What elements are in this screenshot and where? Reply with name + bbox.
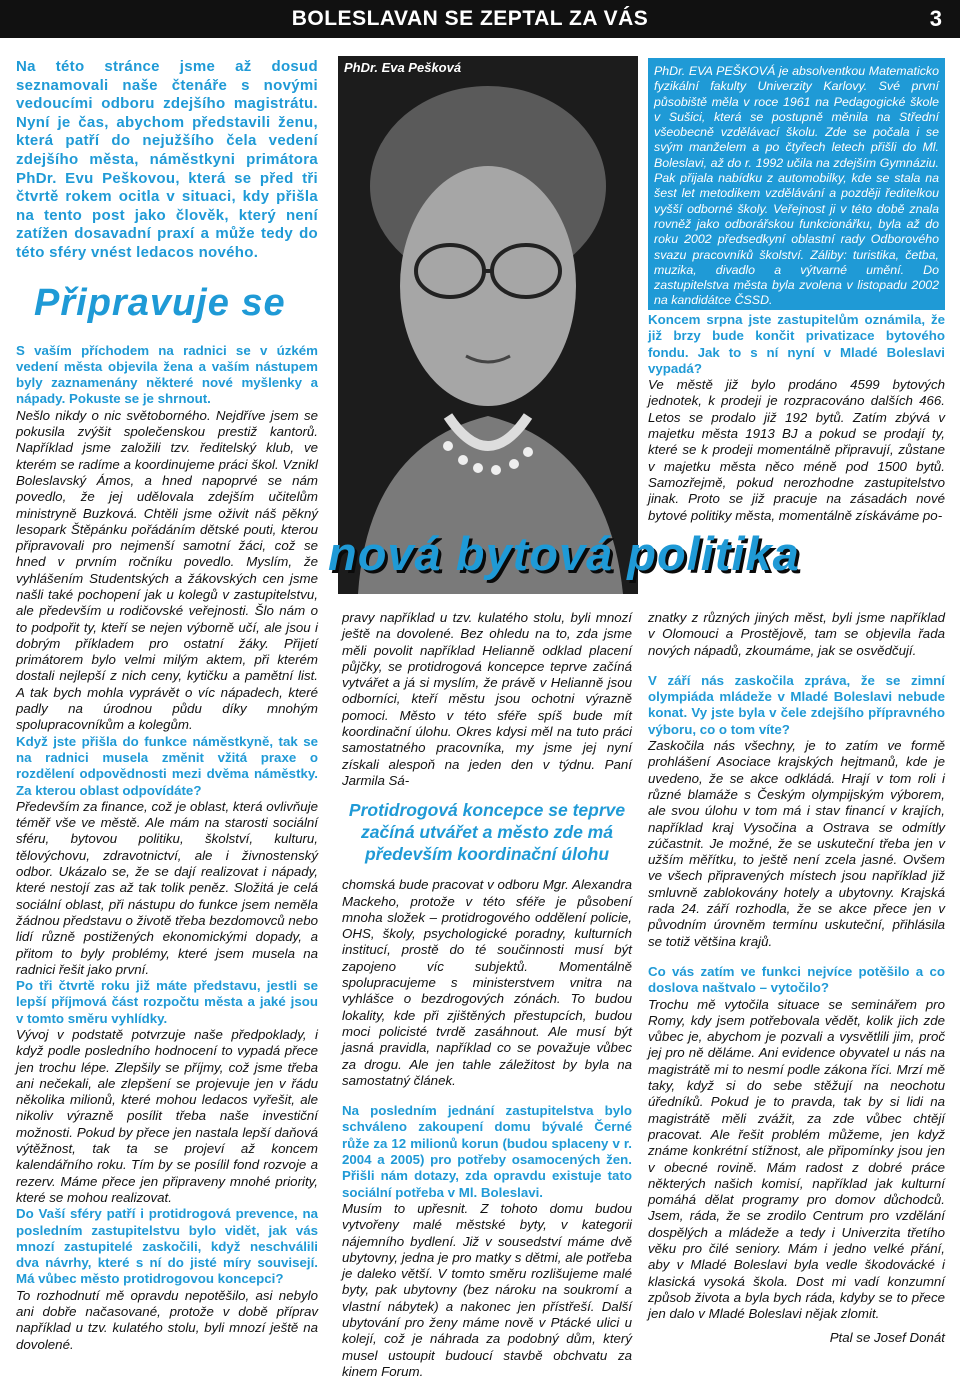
answer-1: Nešlo nikdy o nic světoborného. Nejdříve jsem se pokusila zvýšit společenskou prestiž kantorů. Například jsme založili tzv. ředitelský klub, ve kterém se radíme a koordinujeme práci škol. Vznikl Boleslavský Ámos, a hned napoprvé se nám povedlo, že jej udělovala zdejším učitelům ministryně Buzková. Chtěli jsme oživit náš pěkný lesopark Štěpánku pořádáním dětské pouti, kterou připravovali pro nejmenší samotní žáci, což se hned v prvním ročníku povedlo. Myslím, že vyhlášením Studentských a žákovských cen jsme našli také pochopení jak u kolegů v zastupitelstvu, ale především u rodičovské veřejnosti. Šlo nám o to podpořit ty, kteří se nejen výborně učí, ale jsou i dobrým příkladem pro ostatní žáky. Přijetí primátorem bylo velmi milým aktem, při kterém dostali nejlepší z nich ceny, kytičku a pamětní list. A tak bych mohla vyprávět o víc nápadech, které padly na úrodnou půdu díky mnohým spolupracovníkům a kolegům.	[16, 407, 318, 733]
answer-2: Především za finance, což je oblast, která ovlivňuje téměř vše ve městě. Ale mám na starosti sociální sféru, bytovou politiku, školství, kulturu, tělovýchovu, zdravotnictví, ale i živnostenský odbor. Ukázalo se, že se dají realizovat i nápady, které nestojí zas až tak tolik peněz. Složitá je celá sociální oblast, při nástupu do funkce jsem neměla žádnou představu o životě třeba bezdomovců nebo lidí různě postižených ekonomickými dopady, a přitom to byly problémy, které jsem musela na radnici řešit jako první.	[16, 798, 318, 977]
question-4: Do Vaší sféry patří i protidrogová prevence, na posledním zastupitelstvu bylo vidět, jak vás mnozí zastupitelé zaskočili, když neschválili dva návrhy, které s ní do jisté míry souvisejí. Má vůbec město protidrogovou koncepci?	[16, 1206, 318, 1287]
answer-pleased: Trochu mě vytočila situace se seminářem pro Romy, kdy jsem potřebovala vědět, kolik jich zde vůbec je, abychom je pozvali a vysvětlili jim, proč jej pro ně děláme. Ani evidence obyvatel u nás na magistrátě mi to nesmí podle zákona říci. Mrzí mě taky, když si do sebe stěžují na neochotu úředníků. Pokud je to pravda, tak by si lidi na magistrátě měli zvážit, za zde vůbec chtějí pracovat. Ale řešit problém můžeme, jen když známe konkrétní stížnost, ale připomínky jsou jen v obecné rovině. Mám radost z dobré práce některých našich komisí, například jak kulturní pomáhá dělat programy pro domov důchodců. Jsem, ráda, že se zrodilo Centrum pro vzdělání dospělých a mládeže a tedy i Univerzita třetího věku pro čilé seniory. Mám i jedno velké přání, aby v Mladé Boleslavi byla vedle škodovácké i klasická vysoká škola. Dost mi vadí konzumní způsob života a byla bych ráda, kdyby se to přece jen dalo v Mladé Boleslavi nějak zlomit.	[648, 996, 945, 1322]
answer-privatization: Ve městě již bylo prodáno 4599 bytových jednotek, k prodeji je rozpracováno dalších 466. Letos se prodalo již 192 bytů. Zatím zbývá v majetku města 1913 BJ a pokud se prodají ty, které se k prodeji momentálně připravují, zůstane v majetku města něco méně pod 1500 bytů. Samozřejmě, pokud nerozhodne zastupitelstvo jinak. Proto se již pracuje na zásadách nové bytové politiky města, momentálně získáváme po-	[648, 377, 945, 523]
photo-caption: PhDr. Eva Pešková	[344, 60, 462, 75]
bio-text: PhDr. EVA PEŠKOVÁ je absolventkou Matematicko fyzikální fakulty Univerzity Karlovy. Své první působiště měla v roce 1961 na Pedagogické škole v Sušici, která se postupně měnila na Střední všeobecně vzdělávací školu. Zde se počala i se svým manželem a po čtyřech letech přišli do Ml. Boleslavi, až do r. 1992 učila na zdejším Gymnáziu. Pak přijala nabídku z automobilky, kde se stala na šest let metodikem vzdělávání a později ředitelkou vyšší odborné školy. Veřejnost ji v této době znala rovněž jako odborářskou funkcionářku, byla až do roku 2002 předsedkyní oblastní rady Odborového svazu pracovníků školství. Záliby: turistika, četba, muzika, divadlo a výtvarné umění. Do zastupitelstva města byla zvolena v listopadu 2002 na kandidátce ČSSD.	[654, 64, 939, 308]
column-right	[648, 610, 945, 1347]
question-1: S vaším příchodem na radnici se v úzkém vedení města objevila žena a vaším nástupem byly zaznamenány některé nové myšlenky a nápady. Pokuste se je shrnout.	[16, 342, 318, 407]
intro-paragraph: Na této stránce jsme až dosud seznamovali naše čtenáře s novými vedoucími odboru zdejšího magistrátu. Nyní je čas, abychom představili ženu, která patří do nejužšího čela vedení zdejšího města, náměstkyni primátora PhDr. Evu Peškovou, která se před tři čtvrtě rokem ocitla v situaci, kdy přišla na tento post jako člověk, který není zatížen dosavadní praxí a může tedy do této sféry vnést ledacos nového.	[16, 58, 318, 261]
signature: Ptal se Josef Donát	[829, 1330, 945, 1346]
header-title: BOLESLAVAN SE ZEPTAL ZA VÁS	[291, 7, 649, 30]
page-header	[0, 0, 960, 38]
portrait-photo	[338, 56, 638, 594]
question-olympics: V září nás zaskočila zpráva, že se zimní olympiáda mládeže v Mladé Boleslavi nebude konat. Vy jste byla v čele zdejšího přípravného výboru, co o tom víte?	[648, 672, 945, 737]
middle-paragraph-1: pravy například u tzv. kulatého stolu, byli mnozí ještě na dovolené. Bez ohledu na to, zda jsme měli povolit například Helianně odklad placení půjčky, se protidrogová koncepce teprve začíná vytvářet a já si myslím, že právě v Helianně jsou odborníci, kteří městu jsou ochotni výrazně pomoci. Město v této sféře spíš bude mít koordinační úlohu. Okres kdysi měl na tuto práci samostatného pracovníka, my jsme jej nyní získali alespoň na jeden den v týdnu. Paní Jarmila Sá-	[342, 610, 632, 788]
answer-4: To rozhodnutí mě opravdu nepotěšilo, asi nebylo ani dobře načasované, protože v době příprav například u tzv. kulatého stolu, byli mnozí ještě na dovolené.	[16, 1287, 318, 1352]
answer-3: Vývoj v podstatě potvrzuje naše předpoklady, i když podle posledního hodnocení to vypadá přece jen trochu lépe. Zlepšily se příjmy, což jsme třeba ani nečekali, ale zlepšení se projevuje jen v řádu několika milionů, které mohou ledacos vyřešit, ale nikoliv výrazně posílit třeba naše investiční možnosti. Pokud by přece jen nastala lepší daňová výtěžnost, tak ta se projeví až koncem kalendářního roku. Tím by se posílil fond rozvoje a rezerv. Máme přece jen připraveny mnohé priority, které se mohou realizovat.	[16, 1027, 318, 1205]
answer-olympics: Zaskočila nás všechny, je to zatím ve formě prohlášení Asociace krajských hejtmanů, kde je uvedeno, že se akce odkládá. Hrají v tom roli i různé blamáže s Českým olympijským výborem, ale svou úlohu v tom má i stav financí v krajích, například kraj Vysočina a Ostrava se odmítly zúčastnit. Je možné, že se uskuteční třeba jen v užším měřítku, to ještě není zcela jasné. Ovšem ve všech připravených místech jsou například již smluvně zablokovány hotely a ubytovny. Krajská rada 24. září rozhodla, že se akce přece jen v původním úrovněm termínu uskuteční, přihlásila se totiž většina krajů.	[648, 738, 945, 949]
middle-paragraph-2: chomská bude pracovat v odboru Mgr. Alexandra Mackeho, protože v této sféře je působení mnoha složek – protidrogového oddělení policie, OHS, školy, psychologické poradny, kulturních institucí, prostě do té součinnosti musí být zapojeno víc subjektů. Momentálně spolupracujeme s ministerstvem vnitra na vyhlášce o bezdrogových zónách. To budou lokality, kde při zjištěných přestupcích, budou moci policisté tvrdě zasáhnout. Ale musí být jasná pravidla, například co se považuje vůbec za drogu. Ale jen tahle záležitost by byla na samostatný článek.	[342, 877, 632, 1088]
answer-housing: Musím to upřesnit. Z tohoto domu budou vytvořeny malé městské byty, v kategorii nájemního bydlení. Již v sousedství máme dvě ubytovny, jedna je pro matky s dětmi, ale potřeba je daleko větší. V tomto směru rozlišujeme malé byty, pak ubytovny (bez nároku na soukromí a vlastní nábytek) a nakonec jen přístřeší. Další ubytování pro ženy máme nově v Ptácké ulici u kolejí, což je náhrada za podobný dům, který musel ustoupit budoucí stavbě obchvatu za kinem Forum.	[342, 1200, 632, 1379]
question-housing: Na posledním jednání zastupitelstva bylo schváleno zakoupení domu bývalé Černé růže za 12 milionů korun (budou splaceny v r. 2004 a 2005) pro potřeby osamocených žen. Přišli nám dotazy, zda opravdu existuje tato sociální potřeba v Ml. Boleslavi.	[342, 1103, 632, 1200]
column-right-top	[648, 312, 945, 524]
column-middle	[342, 610, 632, 1380]
question-pleased: Co vás zatím ve funkci nejvíce potěšilo a co doslova naštvalo – vytočilo?	[648, 963, 945, 996]
column-left	[16, 58, 318, 1353]
pull-quote: Protidrogová koncepce se teprve začíná utvářet a město zde má především koordinační úlohu	[348, 800, 626, 865]
page-number: 3	[929, 6, 942, 31]
question-3: Po tři čtvrtě roku již máte představu, jestli se lepší příjmová část rozpočtu města a jaké jsou v tomto směru vyhlídky.	[16, 978, 318, 1026]
question-privatization: Koncem srpna jste zastupitelům oznámila, že již brzy bude končit privatizace bytového fondu. Jak to s ní nyní v Mladé Boleslavi vypadá?	[648, 312, 945, 376]
bio-box	[648, 58, 945, 310]
portrait-illustration	[338, 56, 638, 594]
question-2: Když jste přišla do funkce náměstkyně, tak se na radnici musela změnit vžitá praxe o rozdělení odpovědnosti mezi dvěma náměstky. Za kterou oblast odpovídáte?	[16, 733, 318, 798]
right-paragraph-1: znatky z různých jiných měst, byli jsme například v Olomouci a Prostějově, tam se objevila řada nových nápadů, zkoumáme, jak se osvědčují.	[648, 610, 945, 658]
headline: nová bytová politika	[328, 527, 800, 580]
kicker: Připravuje se	[34, 281, 286, 324]
